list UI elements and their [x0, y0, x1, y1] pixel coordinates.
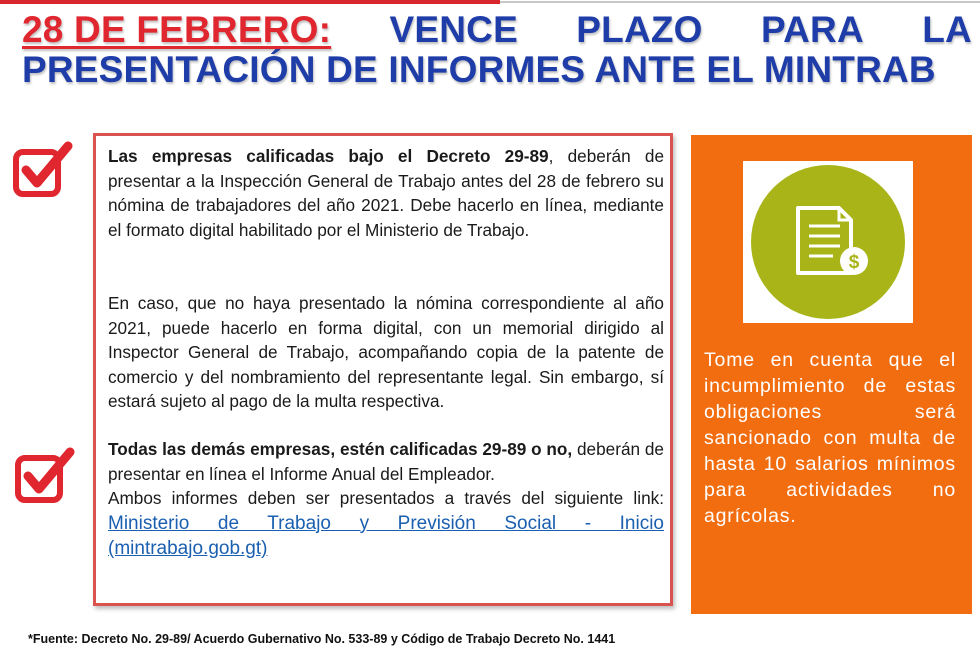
main-info-box — [93, 133, 673, 606]
paragraph-decreto — [108, 144, 664, 242]
checkbox-check-icon — [14, 446, 76, 506]
title-word: PLAZO — [576, 9, 703, 50]
paragraph-nomina: En caso, que no haya presentado la nómina correspondiente al año 2021, puede hacerlo en forma digital, con un memorial dirigido al Inspector General de Trabajo, acompañando copia de la patente de comercio y del nombramiento del representante legal. Sin embargo, sí estará sujeto al pago de la multa respectiva. — [108, 293, 664, 411]
title-line-1 — [22, 10, 972, 50]
paragraph-text: , deberán de presentar a la Inspección General de Trabajo antes del 28 de febrero su nómina de trabajadores del año 2021. Debe hacerlo en línea, mediante el formato digital habilitado por el Ministerio de Trabajo. — [108, 146, 664, 240]
paragraph-bold: Las empresas calificadas bajo el Decreto 29-89 — [108, 146, 549, 166]
icon-card — [743, 161, 913, 323]
title-word: PARA — [761, 9, 864, 50]
penalty-note: Tome en cuenta que el incumplimiento de estas obligaciones será sancionado con multa de hasta 10 salarios mínimos para actividades no agrícolas. — [704, 349, 956, 527]
page-title — [22, 10, 972, 90]
paragraph-text: deberán de presentar en línea el Informe Anual del Empleador. — [108, 439, 664, 484]
side-note-box — [691, 135, 972, 614]
title-word: LA — [922, 9, 972, 50]
paragraph-bold: Todas las demás empresas, estén calificadas 29-89 o no, — [108, 439, 573, 459]
source-footnote: *Fuente: Decreto No. 29-89/ Acuerdo Gubernativo No. 533-89 y Código de Trabajo Decreto No. 1441 — [28, 632, 616, 646]
checkbox-check-icon — [12, 140, 74, 200]
mintrabajo-link[interactable]: Ministerio de Trabajo y Previsión Social - Inicio (mintrabajo.gob.gt) — [108, 512, 664, 559]
top-rule-red — [0, 0, 500, 4]
top-rule-gray — [500, 1, 980, 3]
document-dollar-icon — [743, 161, 913, 323]
svg-text:$: $ — [848, 252, 860, 273]
paragraph-text: Ambos informes deben ser presentados a través del siguiente link: — [108, 488, 664, 508]
paragraph-demas-empresas — [108, 437, 664, 562]
title-line-2: PRESENTACIÓN DE INFORMES ANTE EL MINTRAB — [22, 49, 936, 90]
title-word: VENCE — [389, 9, 518, 50]
title-date: 28 DE FEBRERO: — [22, 9, 332, 50]
top-rule — [0, 0, 980, 5]
